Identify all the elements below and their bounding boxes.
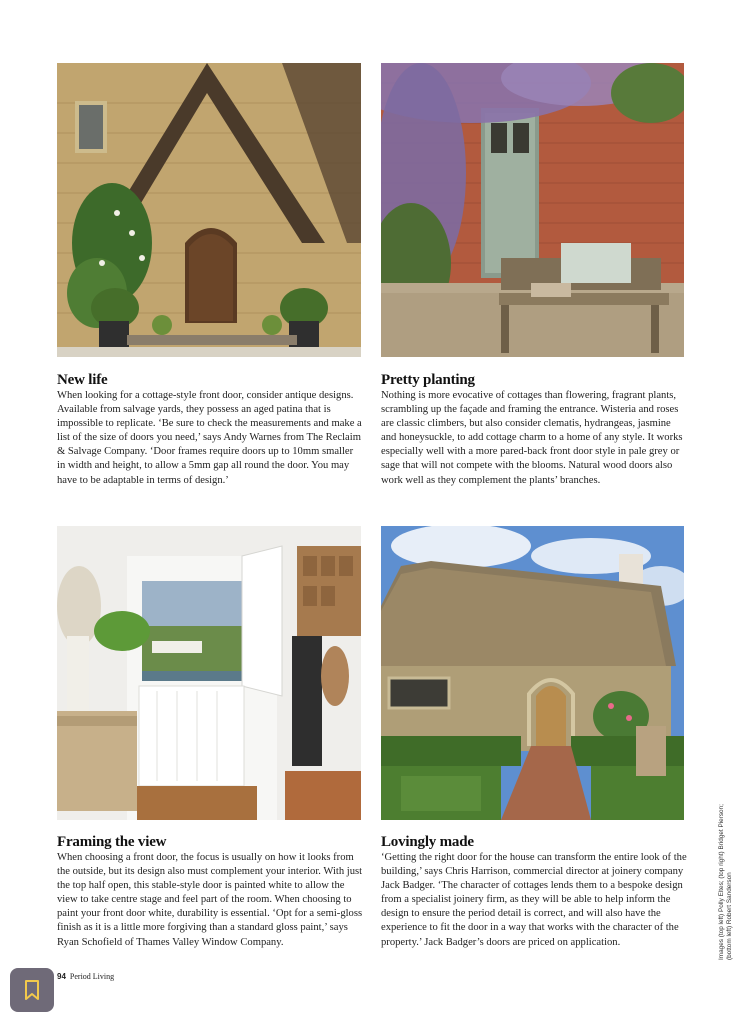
section-body-framing-the-view: When choosing a front door, the focus is usually on how it looks from the outside, but its design also must complement your interior. With just the top half open, this stable-style door is painted white to allow the view to take centre stage and feel part of the room. When choosing to paint your front door white, durability is essential. ‘Opt for a semi-gloss finish as it is a little more forgiving than a standard gloss paint,’ says Ryan Schofield of Thames Valley Window Company. — [57, 852, 363, 948]
section-body-new-life: When looking for a cottage-style front door, consider antique designs. Available from salvage yards, they possess an aged patina that is impossible to replicate. ‘Be sure to check the measurements and make a list of the size of doors you need,’ says Andy Warnes from The Reclaim & Salvage Company. ‘Door frames require doors up to 10mm smaller in width and height, to allow a 5mm gap all round the door. You may have to be adaptable in terms of design.’ — [57, 390, 362, 486]
section-heading-pretty-planting: Pretty planting — [381, 372, 475, 388]
section-body-lovingly-made: ‘Getting the right door for the house can transform the entire look of the building,’ says Chris Harrison, commercial director at joinery company Jack Badger. ‘The character of cottages lends them to a bespoke design from a specialist joinery firm, as they will be able to help inform the design to ensure the period detail is correct, and will also have the experience to fit the door in a way that works with the character of the property.’ Jack Badger’s doors are priced on application. — [381, 852, 687, 948]
photo-stable-door-interior — [57, 526, 361, 820]
photo-stone-cottage-door — [57, 63, 361, 357]
section-body-pretty-planting: Nothing is more evocative of cottages than flowering, fragrant plants, scrambling up the façade and framing the entrance. Wisteria and roses are classic climbers, but also consider clematis, hydrangeas, jasmine and honeysuckle, to add cottage charm to a home of any style. It works especially well with a more pared-back front door style in pale grey or sage that will not compete with the blooms. Natural wood doors also work well as they complement the plants’ branches. — [381, 390, 683, 486]
bookmark-icon — [22, 979, 42, 1001]
section-heading-lovingly-made: Lovingly made — [381, 834, 474, 850]
bookmark-button[interactable] — [10, 968, 54, 1012]
page-number: 94 — [57, 972, 66, 981]
magazine-name: Period Living — [69, 972, 115, 981]
page-footer — [57, 972, 114, 981]
photo-wisteria-brick-doorway — [381, 63, 684, 357]
section-heading-framing-the-view: Framing the view — [57, 834, 167, 850]
image-credit: Images (top left) Polly Eltes; (top right) Bridget Pierson; (bottom left) Robert Sanderson — [718, 804, 733, 960]
section-heading-new-life: New life — [57, 372, 108, 388]
photo-thatched-cottage — [381, 526, 684, 820]
